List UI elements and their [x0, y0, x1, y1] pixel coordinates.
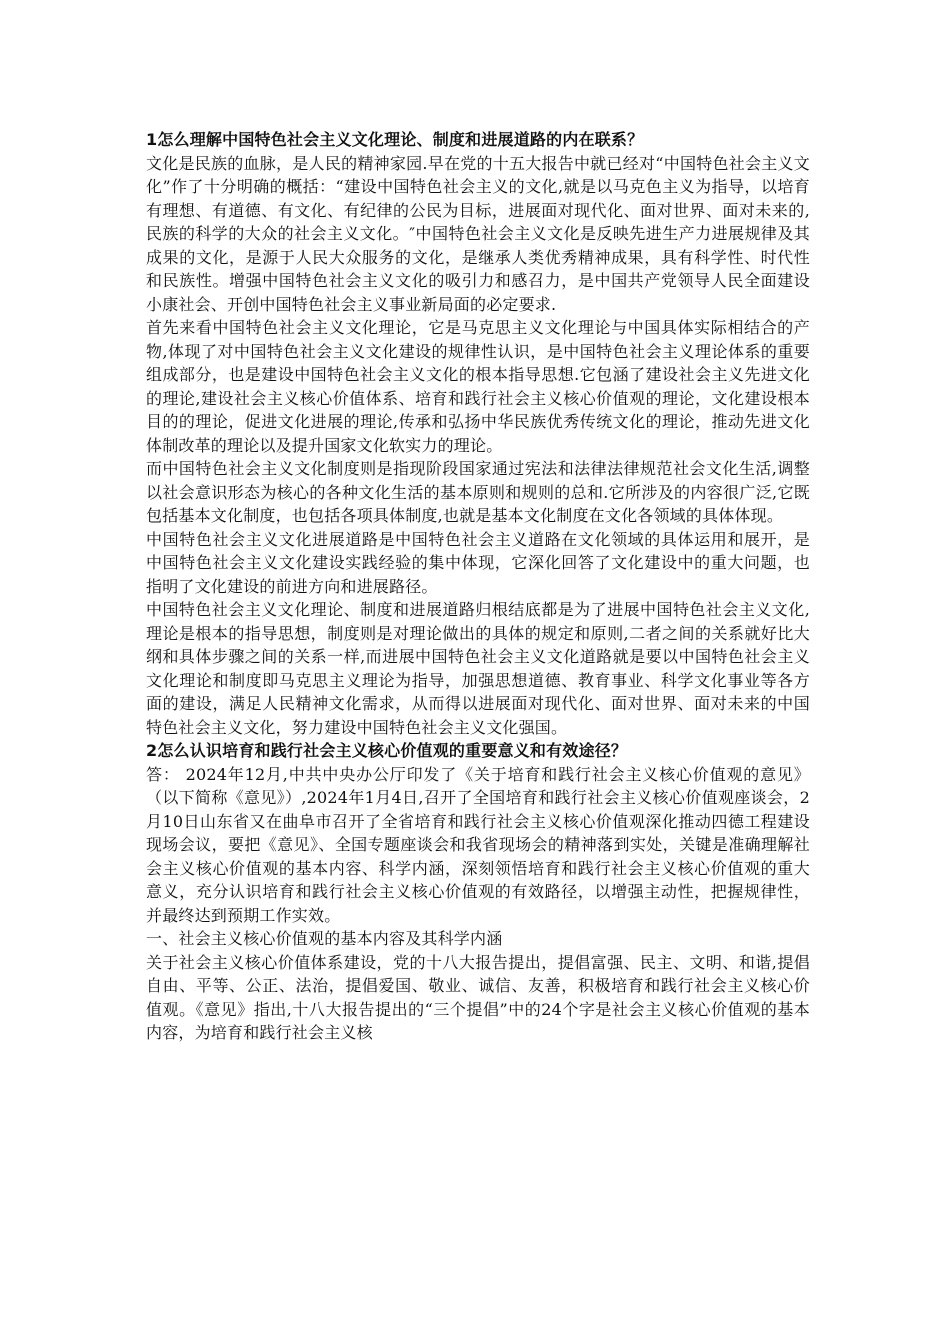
q1-paragraph-2: 首先来看中国特色社会主义文化理论，它是马克思主义文化理论与中国具体实际相结合的产物,体现了对中国特色社会主义文化建设的规律性认识，是中国特色社会主义理论体系的重要组成部分，也是建设中国特色社会主义文化的根本指导思想.它包涵了建设社会主义先进文化的理论,建设社会主义核心价值体系、培育和践行社会主义核心价值观的理论，文化建设根本目的的理论，促进文化进展的理论,传承和弘扬中华民族优秀传统文化的理论，推动先进文化体制改革的理论以及提升国家文化软实力的理论。	[146, 318, 810, 455]
q1-paragraph-1: 文化是民族的血脉，是人民的精神家园.早在党的十五大报告中就已经对“中国特色社会主义文化”作了十分明确的概括：“建设中国特色社会主义的文化,就是以马克色主义为指导，以培育有理想、有道德、有文化、有纪律的公民为目标，进展面对现代化、面对世界、面对未来的,民族的科学的大众的社会主义文化。″中国特色社会主义文化是反映先进生产力进展规律及其成果的文化，是源于人民大众服务的文化，是继承人类优秀精神成果，具有科学性、时代性和民族性。增强中国特色社会主义文化的吸引力和感召力，是中国共产党领导人民全面建设小康社会、开创中国特色社会主义事业新局面的必定要求.	[146, 153, 810, 314]
document-page	[146, 128, 810, 1045]
q2-section-heading: 一、社会主义核心价值观的基本内容及其科学内涵	[146, 929, 503, 948]
q1-paragraph-5: 中国特色社会主义文化理论、制度和进展道路归根结底都是为了进展中国特色社会主义文化,理论是根本的指导思想，制度则是对理论做出的具体的规定和原则,二者之间的关系就好比大纲和具体步骤之间的关系一样,而进展中国特色社会主义文化道路就是要以中国特色社会主义文化理论和制度即马克思主义理论为指导，加强思想道德、教育事业、科学文化事业等各方面的建设，满足人民精神文化需求，从而得以进展面对现代化、面对世界、面对未来的中国特色社会主义文化，努力建设中国特色社会主义文化强国。	[146, 600, 810, 737]
question-1-heading: 1怎么理解中国特色社会主义文化理论、制度和进展道路的内在联系？	[146, 130, 644, 149]
q2-paragraph-3: 关于社会主义核心价值体系建设，党的十八大报告提出，提倡富强、民主、文明、和谐,提倡自由、平等、公正、法治，提倡爱国、敬业、诚信、友善，积极培育和践行社会主义核心价值观。《意见》指出,十八大报告提出的“三个提倡”中的24个字是社会主义核心价值观的基本内容，为培育和践行社会主义核	[146, 952, 810, 1042]
q1-paragraph-4: 中国特色社会主义文化进展道路是中国特色社会主义道路在文化领域的具体运用和展开，是中国特色社会主义文化建设实践经验的集中体现，它深化回答了文化建设中的重大问题，也指明了文化建设的前进方向和进展路径。	[146, 529, 810, 596]
q1-paragraph-3: 而中国特色社会主义文化制度则是指现阶段国家通过宪法和法律法律规范社会文化生活,调整以社会意识形态为核心的各种文化生活的基本原则和规则的总和.它所涉及的内容很广泛,它既包括基本文化制度，也包括各项具体制度,也就是基本文化制度在文化各领域的具体体现。	[146, 459, 810, 525]
question-2-heading: 2怎么认识培育和践行社会主义核心价值观的重要意义和有效途径？	[146, 741, 628, 760]
q2-answer-paragraph: 答： 2024年12月,中共中央办公厅印发了《关于培育和践行社会主义核心价值观的意见》（以下简称《意见》）,2024年1月4日,召开了全国培育和践行社会主义核心价值观座谈会，2月10日山东省又在曲阜市召开了全省培育和践行社会主义核心价值观深化推动四德工程建设现场会议，要把《意见》、全国专题座谈会和我省现场会的精神落到实处，关键是准确理解社会主义核心价值观的基本内容、科学内涵，深刻领悟培育和践行社会主义核心价值观的重大意义，充分认识培育和践行社会主义核心价值观的有效路径，以增强主动性，把握规律性，并最终达到预期工作实效。	[146, 764, 810, 925]
